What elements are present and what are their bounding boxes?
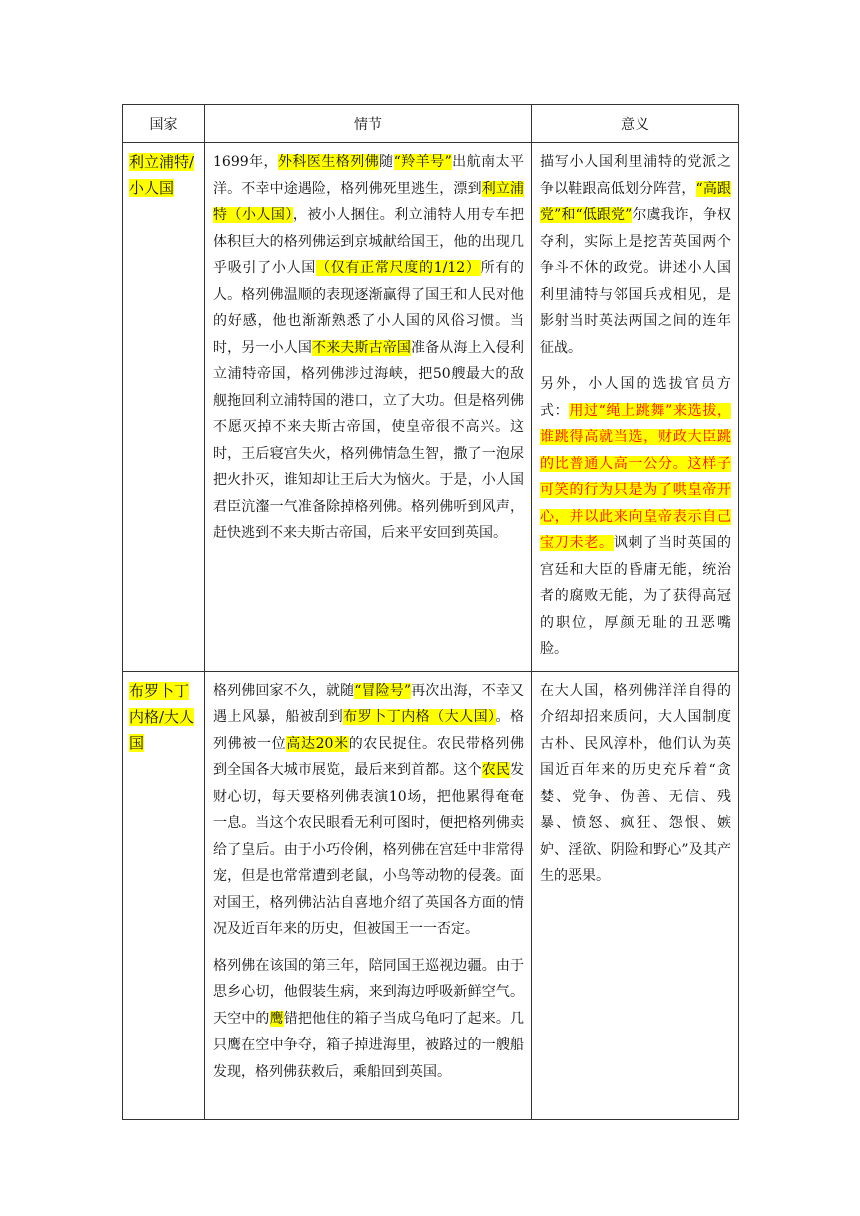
text-run: 随 xyxy=(379,154,394,170)
text-run: 尔虞我诈，争权夺利，实际上是挖苦英国两个争斗不休的政党。讲述小人国利里浦特与邻国兵戎相见，是影射当时英法两国之间的连年征战。 xyxy=(540,207,731,356)
header-country: 国家 xyxy=(123,105,205,143)
header-plot: 情节 xyxy=(205,105,532,143)
highlighted-text: “高跟党”和“低跟党” xyxy=(540,180,731,223)
paragraph xyxy=(540,371,731,663)
paragraph xyxy=(213,149,524,547)
highlighted-text: 鹰 xyxy=(269,1010,284,1027)
text-run: 。格列佛被一位 xyxy=(213,709,525,752)
table-row-lilliput xyxy=(123,143,739,672)
text-run: 发财心切，每天要格列佛表演10场，把他累得奄奄一息。当这个农民眼看无利可图时，便把格列佛卖给了皇后。由于小巧伶俐，格列佛在宫廷中非常得宠，但是也常常遭到老鼠，小鸟等动物的侵袭。面对国王，格列佛沾沾自喜地介绍了英国各方面的情况及近百年来的历史，但被国王一一否定。 xyxy=(213,762,525,937)
text-run: 准备从海上入侵利立浦特帝国，格列佛涉过海峡，把50艘最大的敌舰拖回利立浦特国的港口，立了大功。但是格列佛不愿灭掉不来夫斯古帝国，使皇帝很不高兴。这时，王后寝宫失火，格列佛情急生智，撒了一泡尿把火扑灭，谁知却让王后大为恼火。于是，小人国君臣沆瀣一气准备除掉格列佛。格列佛听到风声，赶快逃到不来夫斯古帝国，后来平安回到英国。 xyxy=(213,339,524,541)
highlighted-text: “羚羊号” xyxy=(393,154,452,170)
country-cell xyxy=(123,143,204,201)
content-table xyxy=(122,104,739,1120)
plot-cell xyxy=(205,672,531,1094)
text-run: 所有的人。格列佛温顺的表现逐渐赢得了国王和人民对他的好感，他也渐渐熟悉了小人国的风俗习惯。当时，另一小人国 xyxy=(213,260,525,356)
text-run: 在大人国，格列佛洋洋自得的介绍却招来质问，大人国制度古朴、民风淳朴，他们认为英国近百年来的历史充斥着“贪婪、党争、伪善、无信、残暴、愤怒、疯狂、怨恨、嫉妒、淫欲、阴险和野心”及其产生的恶果。 xyxy=(540,682,731,884)
highlighted-text: 不来夫斯古帝国 xyxy=(312,339,411,356)
country-name: 利立浦特/小人国 xyxy=(129,153,195,197)
highlighted-text: 利立浦特（小人国） xyxy=(213,180,525,223)
text-run: 1699年， xyxy=(213,154,278,170)
country-cell xyxy=(123,672,204,756)
text-run: 另外，小人国的选拔官员方式： xyxy=(540,376,731,419)
paragraph xyxy=(540,678,731,890)
text-run: 格列佛在该国的第三年，陪同国王巡视边疆。由于思乡心切，他假装生病，来到海边呼吸新鲜空气。天空中的 xyxy=(213,957,524,1027)
paragraph xyxy=(213,953,524,1086)
paragraph xyxy=(540,149,731,361)
highlighted-text: 农民 xyxy=(481,762,511,778)
text-run: 讽刺了当时英国的宫廷和大臣的昏庸无能，统治者的腐败无能，为了获得高冠的职位，厚颜无耻的丑恶嘴脸。 xyxy=(540,535,731,657)
highlighted-text: 外科医生格列佛 xyxy=(277,154,380,170)
text-run: 再次出海，不幸又遇上风暴，船被刮到 xyxy=(213,682,525,725)
header-meaning: 意义 xyxy=(532,105,739,143)
header-row xyxy=(123,105,739,143)
text-run: 的农民捉住。农民带格列佛到全国各大城市展览，最后来到首都。这个 xyxy=(213,735,524,778)
highlighted-text: 布罗卜丁内格（大人国） xyxy=(343,709,496,725)
plot-cell xyxy=(205,143,531,555)
paragraph xyxy=(213,678,524,943)
text-run: 错把他住的箱子当成乌龟叼了起来。几只鹰在空中争夺，箱子掉进海里，被路过的一艘船发现，格列佛获救后，乘船回到英国。 xyxy=(213,1010,525,1080)
text-run: 格列佛回家不久，就随 xyxy=(213,682,355,699)
highlighted-text: （仅有正常尺度的1/12） xyxy=(316,260,481,276)
table-row-brobdingnag xyxy=(123,671,739,1119)
highlighted-text: 高达20米 xyxy=(286,735,349,752)
text-run: 出航南太平洋。不幸中途遇险，格列佛死里逃生，漂到 xyxy=(213,154,524,197)
country-name: 布罗卜丁内格/大人国 xyxy=(129,681,195,752)
meaning-cell xyxy=(532,672,738,898)
text-run: ，被小人捆住。利立浦特人用专车把体积巨大的格列佛运到京城献给国王，他的出现几乎吸引了小人国 xyxy=(213,207,525,276)
highlighted-text: 用过“绳上跳舞”来选拔，谁跳得高就当选，财政大臣跳的比普通人高一公分。这样子可笑的行为只是为了哄皇帝开心，并以此来向皇帝表示自己宝刀未老。 xyxy=(540,402,731,551)
meaning-cell xyxy=(532,143,738,671)
highlighted-text: “冒险号” xyxy=(354,682,412,699)
text-run: 描写小人国利里浦特的党派之争以鞋跟高低划分阵营， xyxy=(540,154,731,197)
